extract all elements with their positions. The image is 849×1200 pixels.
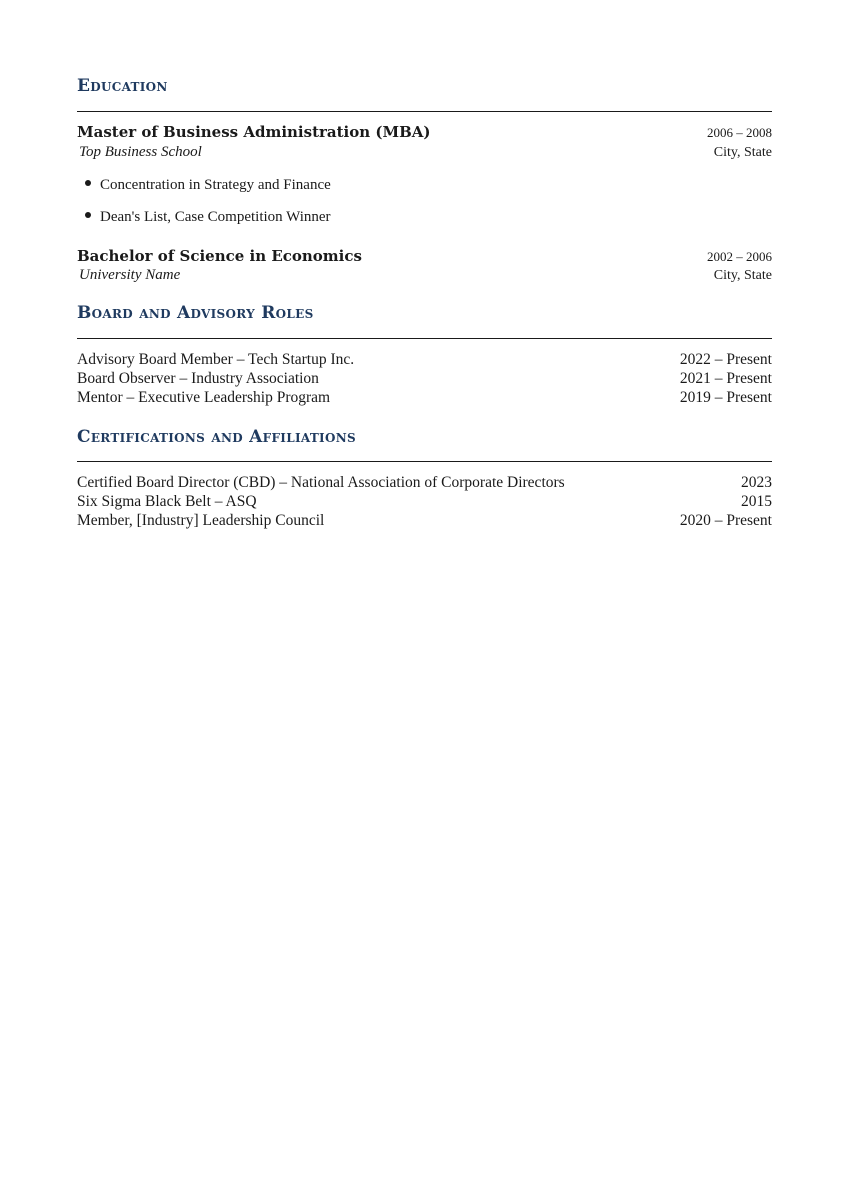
certification-dates: 2020 – Present xyxy=(679,512,772,529)
bullet-text: Concentration in Strategy and Finance xyxy=(100,177,331,193)
board-dates: 2022 – Present xyxy=(679,351,772,368)
education-heading: Education xyxy=(77,76,168,96)
list-item xyxy=(85,177,331,194)
certification-name: Six Sigma Black Belt – ASQ xyxy=(77,493,257,510)
certification-dates: 2023 xyxy=(741,474,772,491)
board-rule xyxy=(77,338,772,339)
board-role: Board Observer – Industry Association xyxy=(77,370,319,387)
education-rule xyxy=(77,111,772,112)
degree-school: Top Business School xyxy=(79,144,202,160)
certification-item xyxy=(77,493,772,511)
board-heading: Board and Advisory Roles xyxy=(77,303,314,323)
board-item xyxy=(77,351,772,369)
certifications-rule xyxy=(77,461,772,462)
board-role: Mentor – Executive Leadership Program xyxy=(77,389,331,406)
degree-mba-school-row xyxy=(77,144,772,161)
degree-school: University Name xyxy=(79,267,181,283)
bullet-icon xyxy=(85,180,91,186)
board-dates: 2019 – Present xyxy=(679,389,772,406)
list-item xyxy=(85,209,331,226)
certification-item xyxy=(77,512,772,530)
degree-bs-school-row xyxy=(77,267,772,284)
board-item xyxy=(77,370,772,388)
degree-title: Bachelor of Science in Economics xyxy=(77,247,362,265)
degree-bs-header xyxy=(77,247,772,265)
degree-mba-header xyxy=(77,123,772,141)
board-dates: 2021 – Present xyxy=(679,370,772,387)
degree-dates: 2006 – 2008 xyxy=(707,125,772,140)
degree-dates: 2002 – 2006 xyxy=(707,249,772,264)
degree-location: City, State xyxy=(713,268,772,283)
board-item xyxy=(77,389,772,407)
bullet-icon xyxy=(85,212,91,218)
degree-location: City, State xyxy=(713,145,772,160)
certification-item xyxy=(77,474,772,492)
certification-name: Certified Board Director (CBD) – National Association of Corporate Directors xyxy=(77,474,565,491)
board-role: Advisory Board Member – Tech Startup Inc. xyxy=(77,351,355,368)
degree-title: Master of Business Administration (MBA) xyxy=(77,123,431,141)
certification-dates: 2015 xyxy=(741,493,772,510)
certifications-heading: Certifications and Affiliations xyxy=(77,427,356,447)
bullet-text: Dean's List, Case Competition Winner xyxy=(100,209,331,225)
certification-name: Member, [Industry] Leadership Council xyxy=(77,512,325,529)
